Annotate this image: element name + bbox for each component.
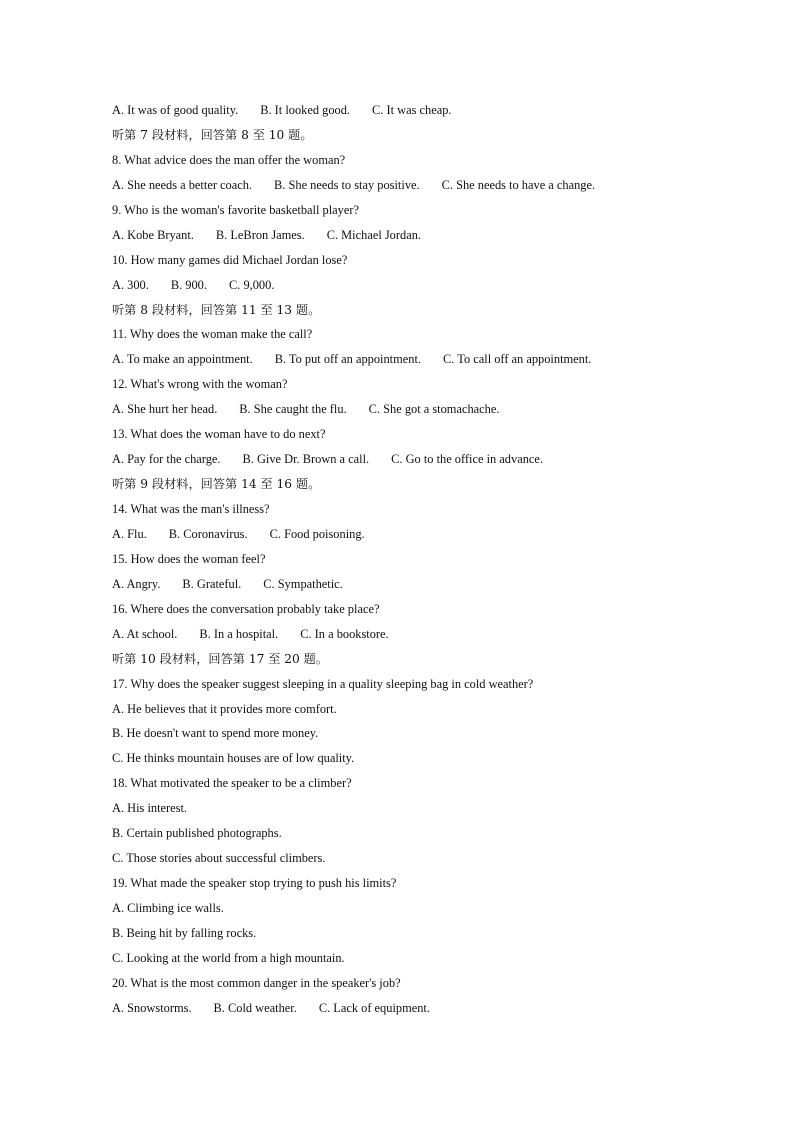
answer-option: B. She caught the flu. xyxy=(239,402,347,417)
answer-options xyxy=(112,98,732,123)
answer-option: A. She hurt her head. xyxy=(112,402,218,417)
question-line: A. His interest. xyxy=(112,801,188,816)
section-heading: 听第 7 段材料，回答第 8 至 10 题。 xyxy=(112,127,313,142)
answer-option: C. Lack of equipment. xyxy=(318,1000,430,1015)
answer-options xyxy=(112,447,732,472)
answer-option: A. To make an appointment. xyxy=(112,352,253,367)
section-heading: 听第 9 段材料，回答第 14 至 16 题。 xyxy=(112,477,321,492)
question-line: 16. Where does the conversation probably take place? xyxy=(112,601,380,616)
answer-options xyxy=(112,622,732,647)
answer-option: A. She needs a better coach. xyxy=(112,177,253,192)
answer-options xyxy=(112,223,732,248)
answer-option: A. Snowstorms. xyxy=(112,1000,192,1015)
answer-option: B. She needs to stay positive. xyxy=(274,177,420,192)
answer-options xyxy=(112,397,732,422)
answer-option: B. In a hospital. xyxy=(199,626,279,641)
question-line: B. He doesn't want to spend more money. xyxy=(112,726,319,741)
question-line: 9. Who is the woman's favorite basketball player? xyxy=(112,202,359,217)
question-line: B. Being hit by falling rocks. xyxy=(112,925,257,940)
answer-options xyxy=(112,173,732,198)
question-line: 12. What's wrong with the woman? xyxy=(112,377,288,392)
question-line: 8. What advice does the man offer the woman? xyxy=(112,152,346,167)
document-page xyxy=(112,98,732,1021)
answer-option: B. Cold weather. xyxy=(213,1000,297,1015)
answer-option: B. It looked good. xyxy=(260,103,351,117)
question-line: C. He thinks mountain houses are of low quality. xyxy=(112,751,355,766)
answer-option: C. Food poisoning. xyxy=(269,526,365,541)
question-line: 11. Why does the woman make the call? xyxy=(112,327,313,342)
answer-option: C. To call off an appointment. xyxy=(443,352,592,367)
answer-option: A. Flu. xyxy=(112,526,147,541)
question-line: B. Certain published photographs. xyxy=(112,826,282,841)
question-line: 19. What made the speaker stop trying to push his limits? xyxy=(112,876,397,891)
answer-option: C. She got a stomachache. xyxy=(368,402,500,417)
answer-option: C. Go to the office in advance. xyxy=(391,452,543,467)
question-line: 15. How does the woman feel? xyxy=(112,551,266,566)
question-line: 18. What motivated the speaker to be a climber? xyxy=(112,776,352,791)
answer-option: B. Grateful. xyxy=(182,576,242,591)
question-line: 20. What is the most common danger in the speaker's job? xyxy=(112,975,401,990)
answer-option: C. In a bookstore. xyxy=(300,626,389,641)
answer-options xyxy=(112,273,732,298)
question-line: C. Looking at the world from a high mountain. xyxy=(112,950,345,965)
answer-option: C. 9,000. xyxy=(228,277,275,292)
answer-options xyxy=(112,572,732,597)
answer-option: A. Pay for the charge. xyxy=(112,452,221,467)
answer-option: C. It was cheap. xyxy=(372,103,452,117)
question-line: A. Climbing ice walls. xyxy=(112,901,224,915)
answer-option: B. 900. xyxy=(170,277,207,292)
answer-option: C. Michael Jordan. xyxy=(326,227,421,242)
question-line: C. Those stories about successful climbers. xyxy=(112,851,326,866)
answer-options xyxy=(112,522,732,547)
section-heading: 听第 8 段材料，回答第 11 至 13 题。 xyxy=(112,302,321,317)
answer-option: B. To put off an appointment. xyxy=(274,352,422,367)
question-line: 10. How many games did Michael Jordan lose? xyxy=(112,252,348,267)
answer-option: B. LeBron James. xyxy=(215,227,305,242)
answer-option: C. She needs to have a change. xyxy=(441,177,596,192)
answer-option: A. At school. xyxy=(112,626,178,641)
question-line: 14. What was the man's illness? xyxy=(112,502,270,516)
question-line: 17. Why does the speaker suggest sleeping in a quality sleeping bag in cold weather? xyxy=(112,676,534,691)
question-line: 13. What does the woman have to do next? xyxy=(112,427,326,442)
question-line: A. He believes that it provides more comfort. xyxy=(112,701,337,716)
answer-option: C. Sympathetic. xyxy=(263,576,343,591)
answer-option: B. Coronavirus. xyxy=(168,526,248,541)
answer-option: A. Kobe Bryant. xyxy=(112,227,194,242)
section-heading: 听第 10 段材料，回答第 17 至 20 题。 xyxy=(112,651,329,666)
answer-option: A. 300. xyxy=(112,277,149,292)
answer-options xyxy=(112,996,732,1021)
answer-option: B. Give Dr. Brown a call. xyxy=(242,452,370,467)
answer-option: A. Angry. xyxy=(112,576,161,591)
answer-option: A. It was of good quality. xyxy=(112,103,239,117)
answer-options xyxy=(112,347,732,372)
